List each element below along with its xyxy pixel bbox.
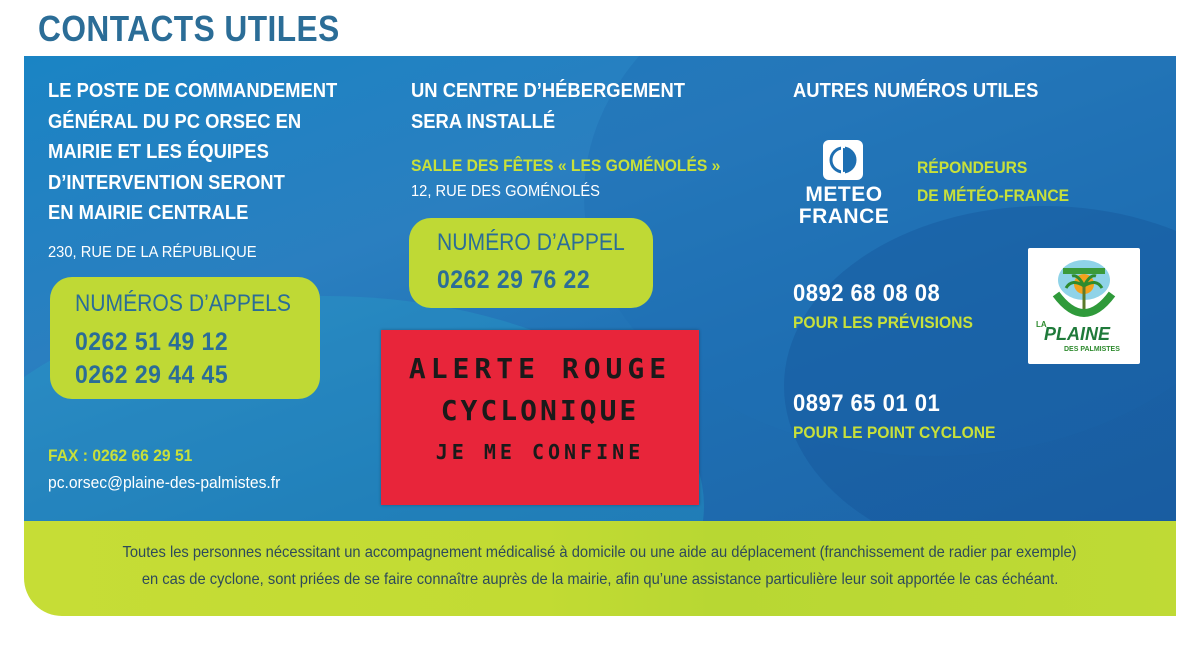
shelter-venue: SALLE DES FÊTES « LES GOMÉNOLÉS » [411,156,721,175]
shelter-address: 12, RUE DES GOMÉNOLÉS [411,183,600,200]
command-post-heading [48,76,337,229]
alert-line: CYCLONIQUE [440,394,640,427]
logo-text: PLAINE [1044,324,1111,344]
other-numbers-heading: AUTRES NUMÉROS UTILES [793,80,1039,102]
phone-link[interactable]: 0892 68 08 08 [793,280,941,307]
logo-text: DES PALMISTES [1064,346,1120,353]
phone-link[interactable]: 0262 51 49 12 [75,328,229,356]
red-alert-box [381,330,699,505]
shelter-heading [411,76,685,137]
phones-label: NUMÉROS D’APPELS [75,290,291,317]
notice-text: en cas de cyclone, sont priées de se faire connaître auprès de la mairie, afin qu’une assistance particulière leur soit apportée le cas échéant. [141,571,1059,588]
shelter-phone-label: NUMÉRO D’APPEL [437,229,625,256]
heading-line: MAIRIE ET LES ÉQUIPES [48,141,269,163]
town-hall-address: 230, RUE DE LA RÉPUBLIQUE [48,244,257,261]
heading-line: UN CENTRE D’HÉBERGEMENT [411,80,685,102]
alert-line: ALERTE ROUGE [408,352,672,385]
fax-number: FAX : 0262 66 29 51 [48,446,193,465]
meteo-logo-text: FRANCE [798,205,890,228]
heading-line: LE POSTE DE COMMANDEMENT [48,80,338,102]
cyclone-label: POUR LE POINT CYCLONE [793,423,996,442]
responders-label: DE MÉTÉO-FRANCE [917,186,1070,205]
phone-link[interactable]: 0897 65 01 01 [793,390,941,417]
heading-line: D’INTERVENTION SERONT [48,171,285,194]
alert-line: JE ME CONFINE [435,440,645,464]
heading-line: GÉNÉRAL DU PC ORSEC EN [48,110,302,133]
page-title: CONTACTS UTILES [38,8,340,49]
heading-line: EN MAIRIE CENTRALE [48,202,249,224]
plaine-des-palmistes-logo [1028,248,1140,364]
logo-text: LA [1036,320,1047,329]
meteo-france-logo [794,140,894,232]
email-link[interactable]: pc.orsec@plaine-des-palmistes.fr [48,473,281,492]
forecast-label: POUR LES PRÉVISIONS [793,313,973,332]
responders-label: RÉPONDEURS [917,158,1028,177]
phone-link[interactable]: 0262 29 76 22 [437,266,591,294]
notice-line [24,544,1176,562]
notice-line [24,571,1176,589]
phone-link[interactable]: 0262 29 44 45 [75,361,229,389]
meteo-logo-text: METEO [805,183,883,206]
meteo-france-icon [823,140,863,180]
heading-line: SERA INSTALLÉ [411,110,556,133]
notice-text: Toutes les personnes nécessitant un accompagnement médicalisé à domicile ou une aide au déplacement (franchissement de radier par exemple) [122,544,1078,561]
assistance-notice [24,521,1176,616]
